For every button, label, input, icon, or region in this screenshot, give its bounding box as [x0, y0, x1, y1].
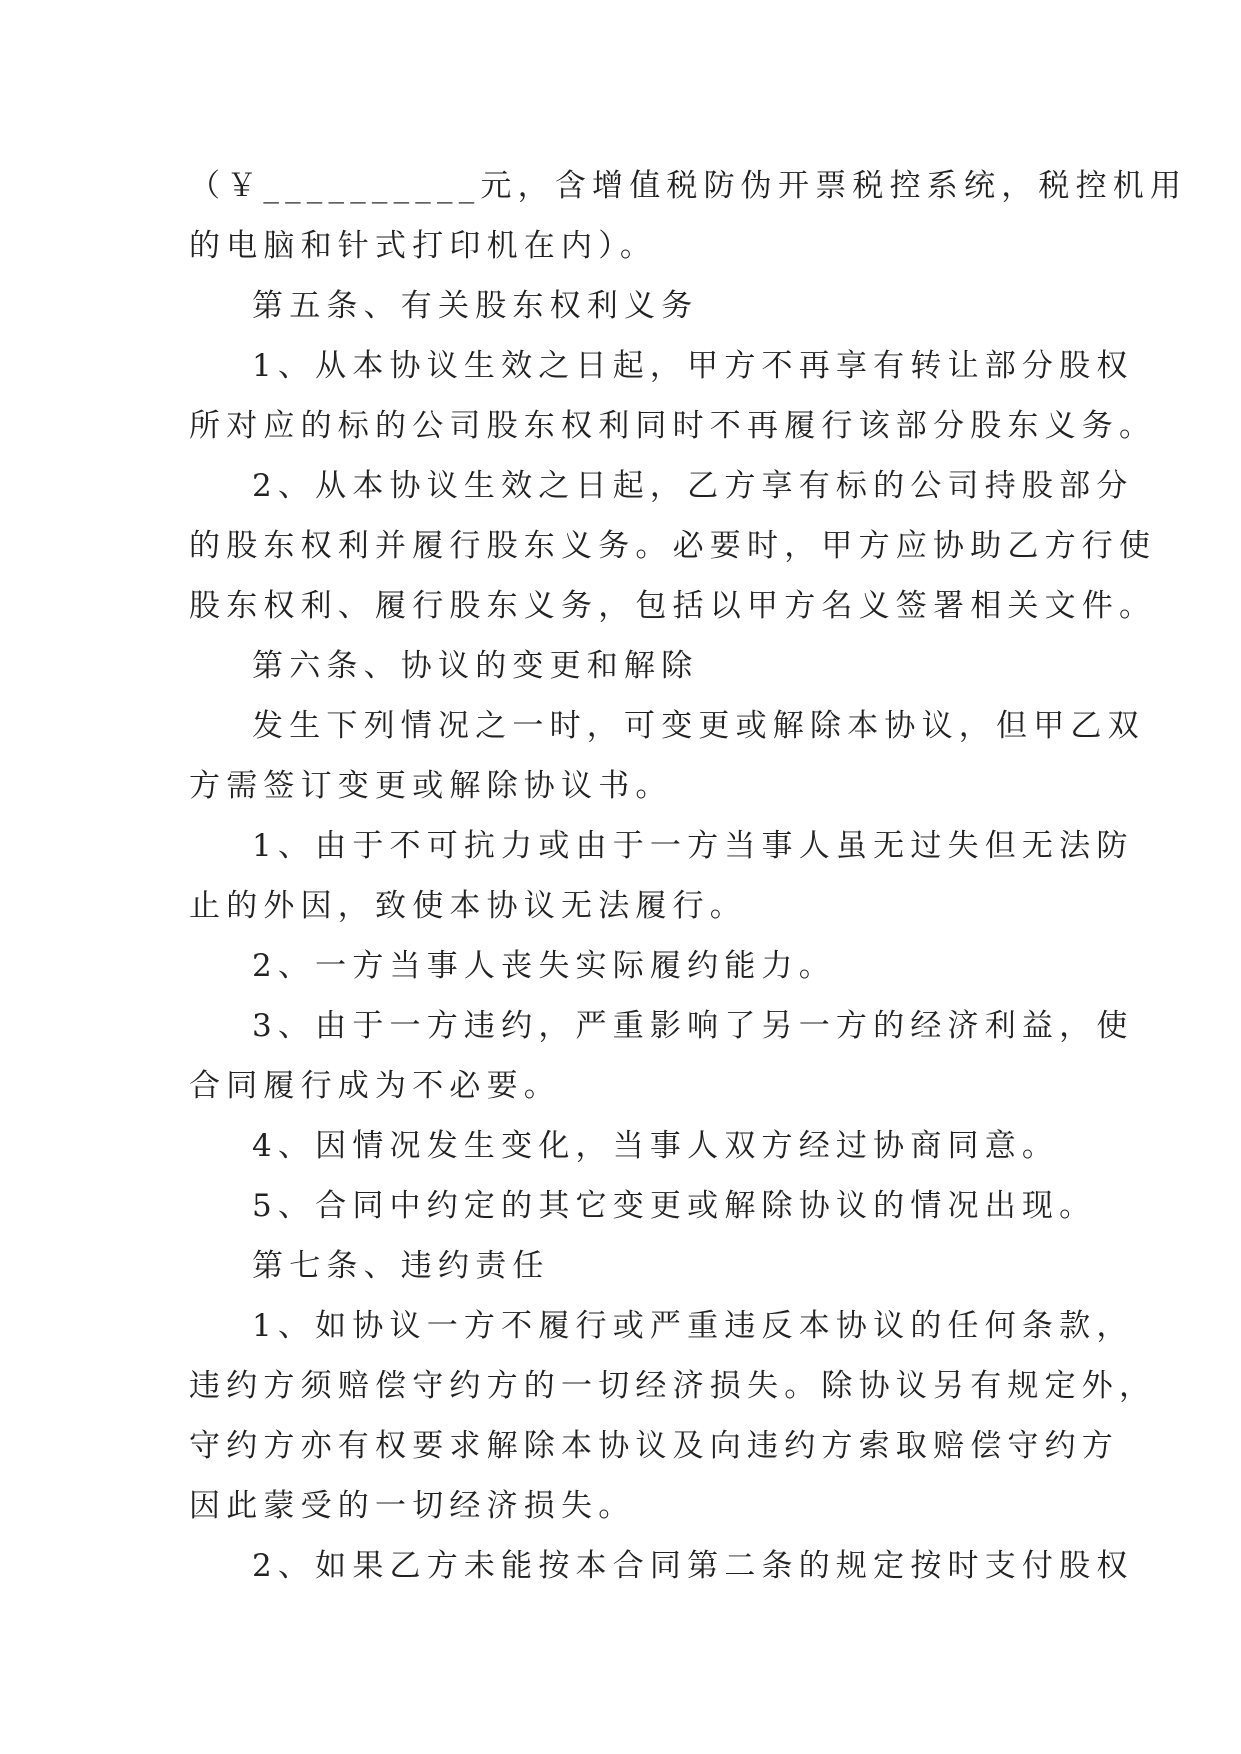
text-line: 发生下列情况之一时，可变更或解除本协议，但甲乙双	[252, 708, 1145, 744]
text-line: 1、从本协议生效之日起，甲方不再享有转让部分股权	[252, 348, 1134, 384]
text-line: 因此蒙受的一切经济损失。	[189, 1488, 636, 1524]
text-line: 的股东权利并履行股东义务。必要时，甲方应协助乙方行使	[189, 528, 1157, 564]
text-line: 违约方须赔偿守约方的一切经济损失。除协议另有规定外，	[189, 1368, 1157, 1404]
text-line: 所对应的标的公司股东权利同时不再履行该部分股东义务。	[189, 408, 1157, 444]
text-line: 1、由于不可抗力或由于一方当事人虽无过失但无法防	[252, 828, 1134, 864]
text-line: 3、由于一方违约，严重影响了另一方的经济利益，使	[252, 1008, 1134, 1044]
text-line: 合同履行成为不必要。	[189, 1068, 561, 1104]
section-heading: 第六条、协议的变更和解除	[252, 648, 699, 684]
text-line: 的电脑和针式打印机在内）。	[189, 228, 658, 264]
document-body	[189, 156, 1188, 1596]
text-line: 2、一方当事人丧失实际履约能力。	[252, 948, 836, 984]
text-line: 5、合同中约定的其它变更或解除协议的情况出现。	[252, 1188, 1097, 1224]
text-line: 2、从本协议生效之日起，乙方享有标的公司持股部分	[252, 468, 1134, 504]
text-line: 1、如协议一方不履行或严重违反本协议的任何条款，	[252, 1308, 1134, 1344]
text-line: 止的外因，致使本协议无法履行。	[189, 888, 747, 924]
text-line: 守约方亦有权要求解除本协议及向违约方索取赔偿守约方	[189, 1428, 1119, 1464]
text-line: 股东权利、履行股东义务，包括以甲方名义签署相关文件。	[189, 588, 1157, 624]
text-line: 2、如果乙方未能按本合同第二条的规定按时支付股权	[252, 1548, 1134, 1584]
text-line: （￥__________元，含增值税防伪开票税控系统，税控机用	[189, 168, 1188, 204]
section-heading: 第七条、违约责任	[252, 1248, 550, 1284]
text-line: 方需签订变更或解除协议书。	[189, 768, 673, 804]
section-heading: 第五条、有关股东权利义务	[252, 288, 699, 324]
text-line: 4、因情况发生变化，当事人双方经过协商同意。	[252, 1128, 1060, 1164]
